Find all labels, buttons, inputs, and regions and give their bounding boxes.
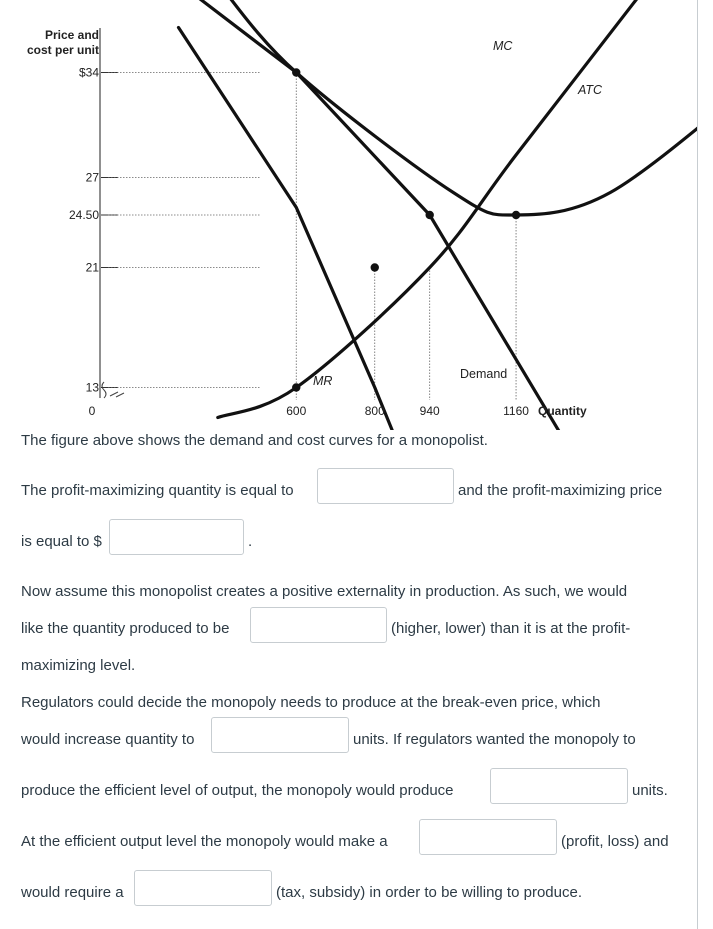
intersection-point — [371, 263, 379, 271]
atc-curve — [218, 0, 697, 215]
profit-loss-input[interactable] — [419, 819, 557, 855]
x-tick-label: 600 — [286, 404, 307, 418]
efficient-quantity-input[interactable] — [490, 768, 628, 804]
p2-line3: maximizing level. — [21, 657, 136, 674]
p2-line1: Now assume this monopolist creates a positive externality in production. As such, we would — [21, 583, 628, 600]
intersection-point — [292, 383, 300, 391]
origin-label: 0 — [88, 404, 96, 418]
p2-text-after: (higher, lower) than it is at the profit- — [391, 620, 631, 637]
x-axis-title: Quantity — [538, 404, 587, 418]
intersection-point — [512, 211, 520, 219]
y-axis-title-line2: cost per unit — [26, 43, 99, 57]
y-tick-label: $34 — [78, 65, 99, 80]
break-even-quantity-input[interactable] — [211, 717, 349, 753]
tick-labels — [69, 66, 529, 419]
profit-max-quantity-input[interactable] — [317, 468, 454, 504]
intersection-point — [426, 211, 434, 219]
y-tick-label: 21 — [85, 260, 99, 275]
demand-label: Demand — [460, 367, 508, 381]
p5-text-after: (profit, loss) and — [561, 833, 669, 850]
p3-text-before: would increase quantity to — [21, 731, 195, 748]
y-tick-label: 27 — [85, 170, 99, 185]
chart-axes — [100, 28, 124, 398]
axis-break-mark — [102, 382, 124, 398]
p5-text-before: At the efficient output level the monopoly would make a — [21, 833, 388, 850]
higher-lower-input[interactable] — [250, 607, 387, 643]
caption: The figure above shows the demand and cost curves for a monopolist. — [21, 432, 488, 449]
p6-text-before: would require a — [21, 884, 124, 901]
q2-text-after: . — [248, 533, 253, 550]
y-tick-label: 24.50 — [68, 208, 99, 222]
y-axis-title-line1: Price and — [44, 28, 99, 42]
p4-text-before: produce the efficient level of output, the monopoly would produce — [21, 782, 454, 799]
x-tick-label: 800 — [364, 404, 385, 418]
tax-subsidy-input[interactable] — [134, 870, 272, 906]
p4-text-after: units. — [632, 782, 668, 799]
intersection-points — [292, 68, 520, 391]
p6-text-after: (tax, subsidy) in order to be willing to produce. — [276, 884, 582, 901]
mc-label: MC — [493, 39, 513, 53]
q1-text-after: and the profit-maximizing price — [458, 482, 663, 499]
mr-label: MR — [313, 374, 333, 388]
q1-text-before: The profit-maximizing quantity is equal to — [21, 482, 294, 499]
p3-line1: Regulators could decide the monopoly needs to produce at the break-even price, which — [21, 694, 601, 711]
x-tick-label: 940 — [419, 404, 440, 418]
x-tick-label: 1160 — [503, 404, 529, 418]
p3-text-after: units. If regulators wanted the monopoly to — [353, 731, 636, 748]
profit-max-price-input[interactable] — [109, 519, 244, 555]
q2-text-before: is equal to $ — [21, 533, 102, 550]
y-tick-label: 13 — [85, 380, 99, 395]
p2-text-before: like the quantity produced to be — [21, 620, 230, 637]
atc-label: ATC — [578, 83, 603, 97]
intersection-point — [292, 68, 300, 76]
monopoly-chart — [0, 0, 697, 430]
mr-curve — [179, 28, 430, 431]
